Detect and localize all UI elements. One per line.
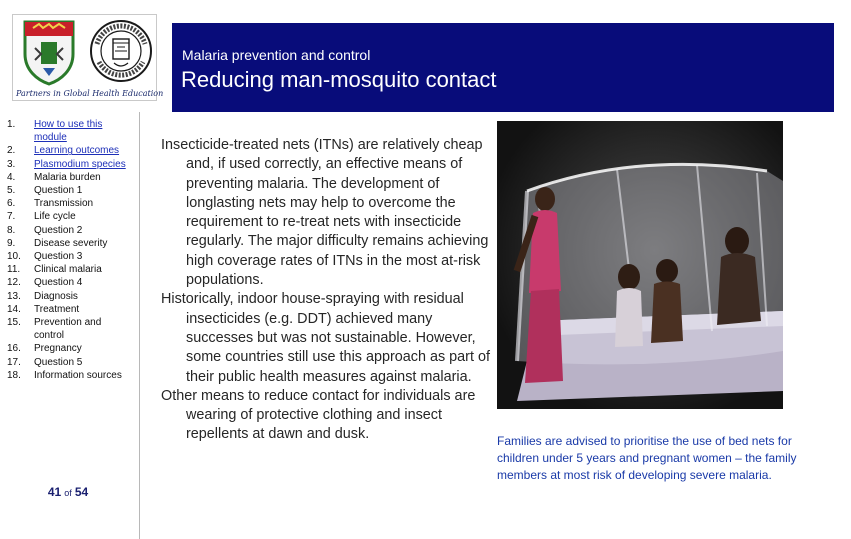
section-subtitle: Malaria prevention and control bbox=[182, 47, 371, 63]
nav-item-12[interactable] bbox=[0, 276, 134, 289]
nav-item-6[interactable] bbox=[0, 197, 134, 210]
nav-item-link[interactable]: How to use this module bbox=[34, 119, 103, 144]
nav-item-number: 10. bbox=[7, 251, 21, 263]
nav-item-17[interactable] bbox=[0, 356, 134, 369]
nav-item-label[interactable]: Question 2 bbox=[34, 224, 83, 236]
nav-item-11[interactable] bbox=[0, 263, 134, 276]
family-bed-net-photo bbox=[497, 121, 783, 409]
paragraph-other-means: Other means to reduce contact for individuals are wearing of protective clothing and insect repellents at dawn and dusk. bbox=[161, 387, 476, 443]
nav-item-label[interactable]: Transmission bbox=[34, 198, 94, 210]
nav-item-label[interactable]: Malaria burden bbox=[34, 171, 101, 183]
nav-item-label[interactable]: Question 3 bbox=[34, 251, 83, 263]
nav-item-18[interactable] bbox=[0, 369, 134, 382]
photo-caption: Families are advised to prioritise the use of bed nets for children under 5 years and pregnant women – the family members at most risk of developing severe malaria. bbox=[497, 434, 797, 482]
nav-item-label[interactable]: Information sources bbox=[34, 369, 122, 381]
nav-item-1[interactable] bbox=[0, 118, 134, 144]
nav-item-label[interactable]: Question 5 bbox=[34, 356, 83, 368]
main-content bbox=[161, 136, 491, 445]
nav-item-label[interactable]: Question 1 bbox=[34, 185, 83, 197]
nav-item-10[interactable] bbox=[0, 250, 134, 263]
nav-item-number: 14. bbox=[7, 303, 21, 315]
logo-tagline: Partners in Global Health Education bbox=[16, 89, 164, 98]
nav-item-label[interactable]: Diagnosis bbox=[34, 290, 78, 302]
nav-item-label[interactable]: Prevention and control bbox=[34, 317, 102, 342]
page-counter bbox=[10, 485, 126, 499]
paragraph-itn: Insecticide-treated nets (ITNs) are relatively cheap and, if used correctly, an effective means of preventing malaria. The development of longlasting nets may help to overcome the requirement to re-treat nets with insecticide regularly. The major difficulty remains achieving high coverage rates of ITNs in the most at-risk populations. bbox=[161, 137, 489, 289]
nav-item-8[interactable] bbox=[0, 224, 134, 237]
nav-item-link[interactable]: Plasmodium species bbox=[34, 158, 126, 170]
college-seal-logo bbox=[89, 16, 153, 86]
nav-item-number: 16. bbox=[7, 343, 21, 355]
nav-item-number: 1. bbox=[7, 119, 16, 130]
nav-item-5[interactable] bbox=[0, 184, 134, 197]
nav-item-label[interactable]: Disease severity bbox=[34, 237, 108, 249]
nav-item-number: 9. bbox=[7, 237, 16, 249]
nav-item-number: 15. bbox=[7, 317, 21, 329]
nav-item-number: 17. bbox=[7, 356, 21, 368]
page-total: 54 bbox=[74, 485, 89, 499]
nav-item-number: 2. bbox=[7, 145, 16, 157]
page-current: 41 bbox=[47, 485, 62, 499]
header-band bbox=[172, 23, 834, 112]
nav-item-label[interactable]: Treatment bbox=[34, 303, 80, 315]
nav-item-number: 3. bbox=[7, 158, 16, 170]
nav-item-number: 8. bbox=[7, 224, 16, 236]
logo-area bbox=[12, 14, 164, 101]
slide-title: Reducing man-mosquito contact bbox=[181, 67, 497, 92]
nav-item-16[interactable] bbox=[0, 342, 134, 355]
nav-item-number: 4. bbox=[7, 171, 16, 183]
nav-item-number: 13. bbox=[7, 290, 21, 302]
nav-item-number: 6. bbox=[7, 198, 16, 210]
nav-list bbox=[0, 118, 134, 382]
nav-item-7[interactable] bbox=[0, 210, 134, 223]
nav-item-2[interactable] bbox=[0, 144, 134, 157]
nav-item-3[interactable] bbox=[0, 158, 134, 171]
nav-item-9[interactable] bbox=[0, 237, 134, 250]
university-shield-logo bbox=[21, 18, 77, 86]
nav-item-label[interactable]: Life cycle bbox=[34, 211, 76, 223]
nav-item-number: 12. bbox=[7, 277, 21, 289]
page-of-label: of bbox=[64, 488, 72, 498]
nav-item-number: 18. bbox=[7, 369, 21, 381]
nav-item-number: 5. bbox=[7, 185, 16, 197]
nav-item-15[interactable] bbox=[0, 316, 134, 342]
nav-item-13[interactable] bbox=[0, 290, 134, 303]
nav-item-label[interactable]: Question 4 bbox=[34, 277, 83, 289]
sidebar-divider bbox=[139, 112, 140, 539]
nav-item-link[interactable]: Learning outcomes bbox=[34, 145, 120, 157]
nav-item-4[interactable] bbox=[0, 171, 134, 184]
nav-item-14[interactable] bbox=[0, 303, 134, 316]
nav-item-label[interactable]: Pregnancy bbox=[34, 343, 82, 355]
nav-item-number: 7. bbox=[7, 211, 16, 223]
module-navigation bbox=[0, 112, 140, 539]
nav-item-label[interactable]: Clinical malaria bbox=[34, 264, 102, 276]
nav-item-number: 11. bbox=[7, 264, 21, 276]
photo-illustration bbox=[497, 121, 783, 409]
paragraph-house-spraying: Historically, indoor house-spraying with residual insecticides (e.g. DDT) achieved many successes but was not sustainable. However, some countries still use this approach as part of their public health measures against malaria. bbox=[161, 291, 490, 385]
